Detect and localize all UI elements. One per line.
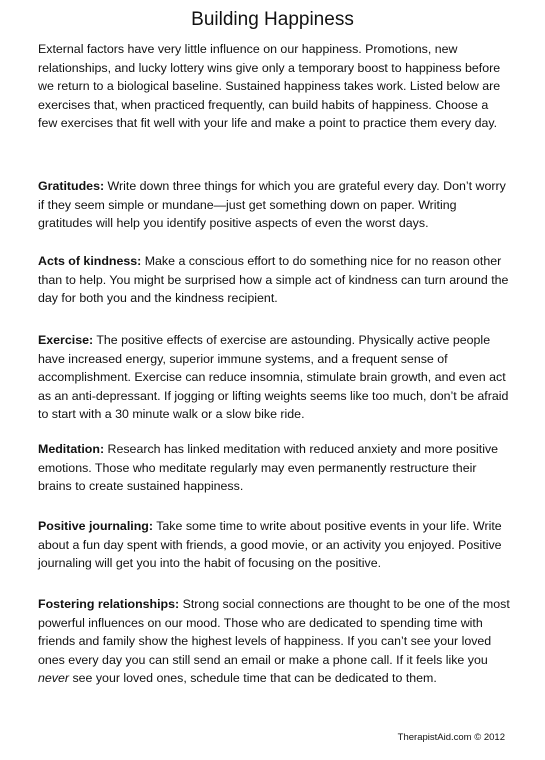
copyright-footer: TherapistAid.com © 2012 — [397, 732, 505, 743]
section-text: The positive effects of exercise are astounding. Physically active people have increased energy, superior immune systems, and a frequent sense of accomplishment. Exercise can reduce insomnia, stimulate brain growth, and even act as an anti-depressant. If jogging or lifting weights seems like too much, don’t be afraid to start with a 30 minute walk or a slow bike ride. — [38, 333, 509, 421]
section-term: Meditation: — [38, 442, 105, 456]
section-term: Gratitudes: — [38, 179, 105, 193]
section-acts-of-kindness — [38, 252, 510, 308]
section-text: Take some time to write about positive events in your life. Write about a fun day spent with friends, a good movie, or an activity you enjoyed. Positive journaling will get you into the habit of focusing on the positive. — [38, 519, 502, 570]
section-positive-journaling — [38, 517, 510, 573]
section-exercise — [38, 331, 510, 424]
section-term: Positive journaling: — [38, 519, 153, 533]
section-text: Write down three things for which you are grateful every day. Don’t worry if they seem simple or mundane—just get something down on paper. Writing gratitudes will help you identify positive aspects of even the worst days. — [38, 179, 506, 230]
section-text: Make a conscious effort to do something nice for no reason other than to help. You might be surprised how a simple act of kindness can turn around the day for both you and the kindness recipient. — [38, 254, 509, 305]
page-title: Building Happiness — [191, 9, 354, 30]
section-meditation — [38, 440, 510, 496]
section-text: see your loved ones, schedule time that can be dedicated to them. — [69, 671, 437, 685]
intro-paragraph: External factors have very little influence on our happiness. Promotions, new relationships, and lucky lottery wins give only a temporary boost to happiness before we return to a biological baseline. Sustained happiness takes work. Listed below are exercises that, when practiced frequently, can build habits of happiness. Choose a few exercises that fit well with your life and make a point to practice them every day. — [38, 42, 501, 130]
section-term: Exercise: — [38, 333, 94, 347]
section-term: Fostering relationships: — [38, 597, 180, 611]
section-fostering-relationships — [38, 595, 510, 688]
section-gratitudes — [38, 177, 510, 233]
emphasis-text: never — [38, 671, 69, 685]
section-term: Acts of kindness: — [38, 254, 142, 268]
section-text: Strong social connections are thought to be one of the most powerful influences on our mood. Those who are dedicated to spending time with friends and family show the highest levels of happiness. If you can’t see your loved ones every day you can still send an email or make a phone call. If it feels like you — [38, 597, 510, 667]
section-text: Research has linked meditation with reduced anxiety and more positive emotions. Those who meditate regularly may even permanently restructure their brains to create sustained happiness. — [38, 442, 499, 493]
